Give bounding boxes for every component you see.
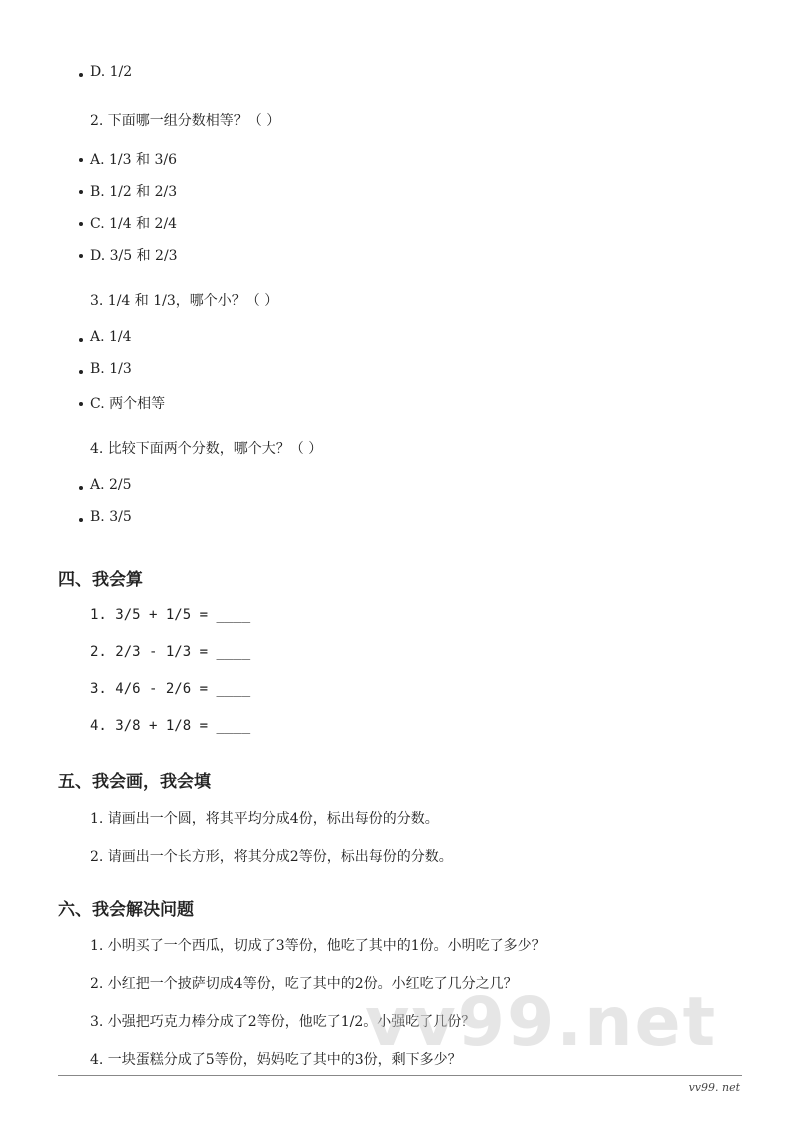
bullet bbox=[79, 370, 83, 374]
calc-item bbox=[90, 681, 250, 697]
option-text: C. 1/4 和 2/4 bbox=[90, 216, 178, 232]
answer-blank: ____ bbox=[216, 681, 251, 697]
bullet bbox=[79, 518, 83, 522]
calc-expression: 3. 4/6 - 2/6 = bbox=[90, 681, 209, 697]
question-text: 4. 比较下面两个分数，哪个大？（ ） bbox=[90, 441, 323, 457]
bullet bbox=[79, 190, 83, 194]
task-text: 2. 请画出一个长方形，将其分成2等份，标出每份的分数。 bbox=[90, 849, 453, 865]
footer-divider bbox=[58, 1075, 742, 1076]
calc-item bbox=[90, 607, 250, 623]
calc-expression: 1. 3/5 + 1/5 = bbox=[90, 607, 209, 623]
option-text: B. 1/2 和 2/3 bbox=[90, 184, 178, 200]
option-text: A. 1/4 bbox=[90, 329, 132, 345]
problem-text: 2. 小红把一个披萨切成4等份，吃了其中的2份。小红吃了几分之几？ bbox=[90, 976, 518, 992]
calc-expression: 2. 2/3 - 1/3 = bbox=[90, 644, 209, 660]
footer-text: vv99. net bbox=[688, 1081, 740, 1094]
task-text: 1. 请画出一个圆，将其平均分成4份，标出每份的分数。 bbox=[90, 811, 439, 827]
problem-text: 4. 一块蛋糕分成了5等份，妈妈吃了其中的3份，剩下多少？ bbox=[90, 1052, 462, 1068]
answer-blank: ____ bbox=[216, 644, 251, 660]
option-text: B. 1/3 bbox=[90, 361, 132, 377]
calc-item bbox=[90, 718, 250, 734]
option-text: A. 2/5 bbox=[90, 477, 132, 493]
bullet bbox=[79, 338, 83, 342]
bullet bbox=[79, 486, 83, 490]
option-text: D. 3/5 和 2/3 bbox=[90, 248, 178, 264]
option-text: A. 1/3 和 3/6 bbox=[90, 152, 177, 168]
option-text: B. 3/5 bbox=[90, 509, 132, 525]
bullet bbox=[79, 402, 83, 406]
section-heading: 六、我会解决问题 bbox=[58, 900, 194, 920]
bullet bbox=[79, 222, 83, 226]
watermark: vv99.net bbox=[365, 983, 718, 1062]
bullet bbox=[79, 158, 83, 162]
section-heading: 四、我会算 bbox=[58, 570, 143, 590]
option-text: D. 1/2 bbox=[90, 64, 133, 80]
option-text: C. 两个相等 bbox=[90, 396, 166, 412]
calc-expression: 4. 3/8 + 1/8 = bbox=[90, 718, 209, 734]
calc-item bbox=[90, 644, 250, 660]
answer-blank: ____ bbox=[216, 718, 251, 734]
bullet bbox=[79, 254, 83, 258]
bullet bbox=[79, 73, 83, 77]
question-text: 3. 1/4 和 1/3，哪个小？（ ） bbox=[90, 293, 279, 309]
problem-text: 1. 小明买了一个西瓜，切成了3等份，他吃了其中的1份。小明吃了多少？ bbox=[90, 938, 546, 954]
answer-blank: ____ bbox=[216, 607, 251, 623]
question-text: 2. 下面哪一组分数相等？（ ） bbox=[90, 113, 281, 129]
section-heading: 五、我会画，我会填 bbox=[58, 772, 211, 792]
problem-text: 3. 小强把巧克力棒分成了2等份，他吃了1/2。小强吃了几份？ bbox=[90, 1014, 476, 1030]
